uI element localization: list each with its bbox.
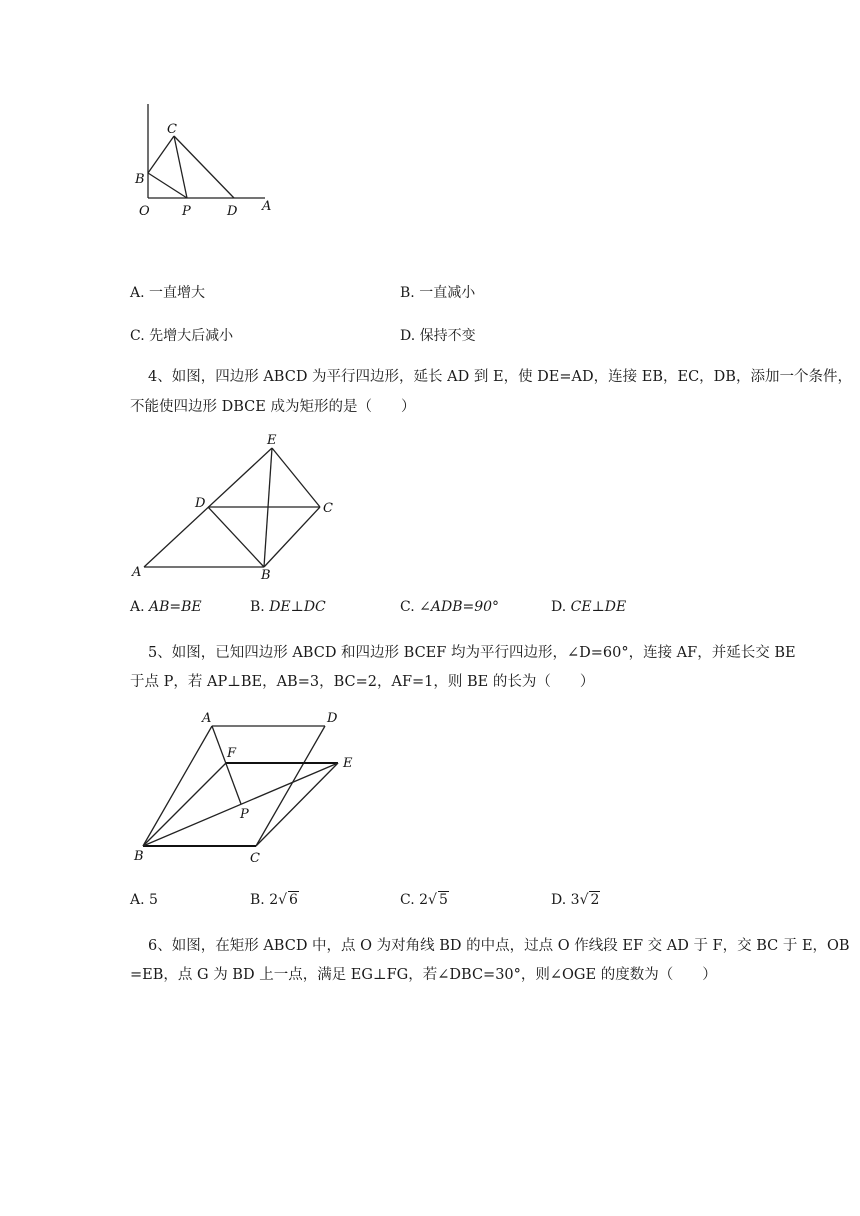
q5-option-c [400,892,449,908]
q6-stem-line1: 6、如图，在矩形 ABCD 中，点 O 为对角线 BD 的中点，过点 O 作线段 EF 交 AD 于 F，交 BC 于 E，OB [148,938,850,954]
q5-label-a: A [202,711,212,726]
q4-label-b: B [261,568,271,580]
sqrt-symbol: √ 6 [278,892,298,908]
q3-option-b [400,282,475,302]
q3-label-o: O [139,204,150,219]
q5-stem-line2: 于点 P，若 AP⊥BE，AB=3，BC=2，AF=1，则 BE 的长为（ ） [130,674,595,690]
q3-option-d [400,325,476,345]
q3-segment-bp [148,173,187,198]
q5-segment-ap [212,726,241,804]
option-radicand: 2 [590,892,600,908]
q4-option-a [130,599,202,615]
q3-label-d: D [227,204,238,219]
option-key: D. [400,328,416,344]
q4-figure [130,430,350,580]
q5-stem-line1: 5、如图，已知四边形 ABCD 和四边形 BCEF 均为平行四边形，∠D=60°，连接 AF，并延长交 BE [148,645,796,661]
q4-segment-bc [264,507,320,567]
option-coefficient: 2 [269,892,279,908]
q5-segment-ab [143,726,212,846]
q5-label-e: E [343,756,353,771]
q4-label-c: C [323,501,333,516]
option-key: D. [551,599,567,615]
q5-label-c: C [250,851,260,866]
q5-segment-be [143,763,338,846]
sqrt-symbol: √ 2 [579,892,600,908]
option-text: 一直增大 [149,285,206,301]
option-key: B. [400,285,415,301]
q4-segment-ec [272,448,320,507]
option-key: C. [400,599,415,615]
option-key: C. [400,892,415,908]
option-text: 一直减小 [419,285,476,301]
option-text: DE⊥DC [269,599,326,615]
option-coefficient: 2 [419,892,429,908]
q3-segment-bc [148,136,174,173]
q3-option-a [130,282,205,302]
q6-stem-line2: =EB，点 G 为 BD 上一点，满足 EG⊥FG，若∠DBC=30°，则∠OGE 的度数为（ ） [130,967,717,983]
q4-label-a: A [132,565,142,580]
q5-option-d [551,892,600,908]
q5-label-f: F [227,746,237,761]
option-key: A. [130,892,145,908]
q3-label-p: P [182,204,191,219]
q5-label-p: P [240,807,249,822]
option-text: CE⊥DE [570,599,627,615]
option-key: A. [130,599,145,615]
q4-label-d: D [195,496,206,511]
option-key: A. [130,285,145,301]
option-text: 5 [149,892,158,908]
q4-option-c [400,599,499,615]
option-text: 保持不变 [419,328,476,344]
q4-stem-line1: 4、如图，四边形 ABCD 为平行四边形，延长 AD 到 E，使 DE=AD，连接 EB，EC，DB，添加一个条件， [148,369,852,385]
q5-label-b: B [134,849,144,864]
q4-stem-line2: 不能使四边形 DBCE 成为矩形的是（ ） [130,399,416,415]
option-key: C. [130,328,145,344]
q5-segment-bf [143,763,226,846]
q4-label-e: E [267,433,277,448]
q3-label-c: C [167,122,177,137]
q5-figure [130,705,370,870]
option-text: 先增大后减小 [149,328,234,344]
q4-option-b [250,599,326,615]
option-text: AB=BE [149,599,202,615]
q4-option-d [551,599,626,615]
sqrt-symbol: √ 5 [428,892,448,908]
option-key: B. [250,892,265,908]
option-radicand: 6 [289,892,298,908]
q5-label-d: D [327,711,338,726]
option-coefficient: 3 [570,892,580,908]
q3-segment-cd [174,136,234,198]
option-key: D. [551,892,567,908]
q5-option-b [250,892,299,908]
q3-option-c [130,325,233,345]
q4-segment-db [208,507,264,567]
option-text: ∠ADB=90° [419,599,500,615]
q3-label-b: B [135,172,145,187]
q5-option-a [130,892,158,908]
option-radicand: 5 [438,892,448,908]
option-key: B. [250,599,265,615]
q3-segment-cp [174,136,187,198]
q3-label-a: A [262,199,272,214]
q3-figure [130,100,290,220]
